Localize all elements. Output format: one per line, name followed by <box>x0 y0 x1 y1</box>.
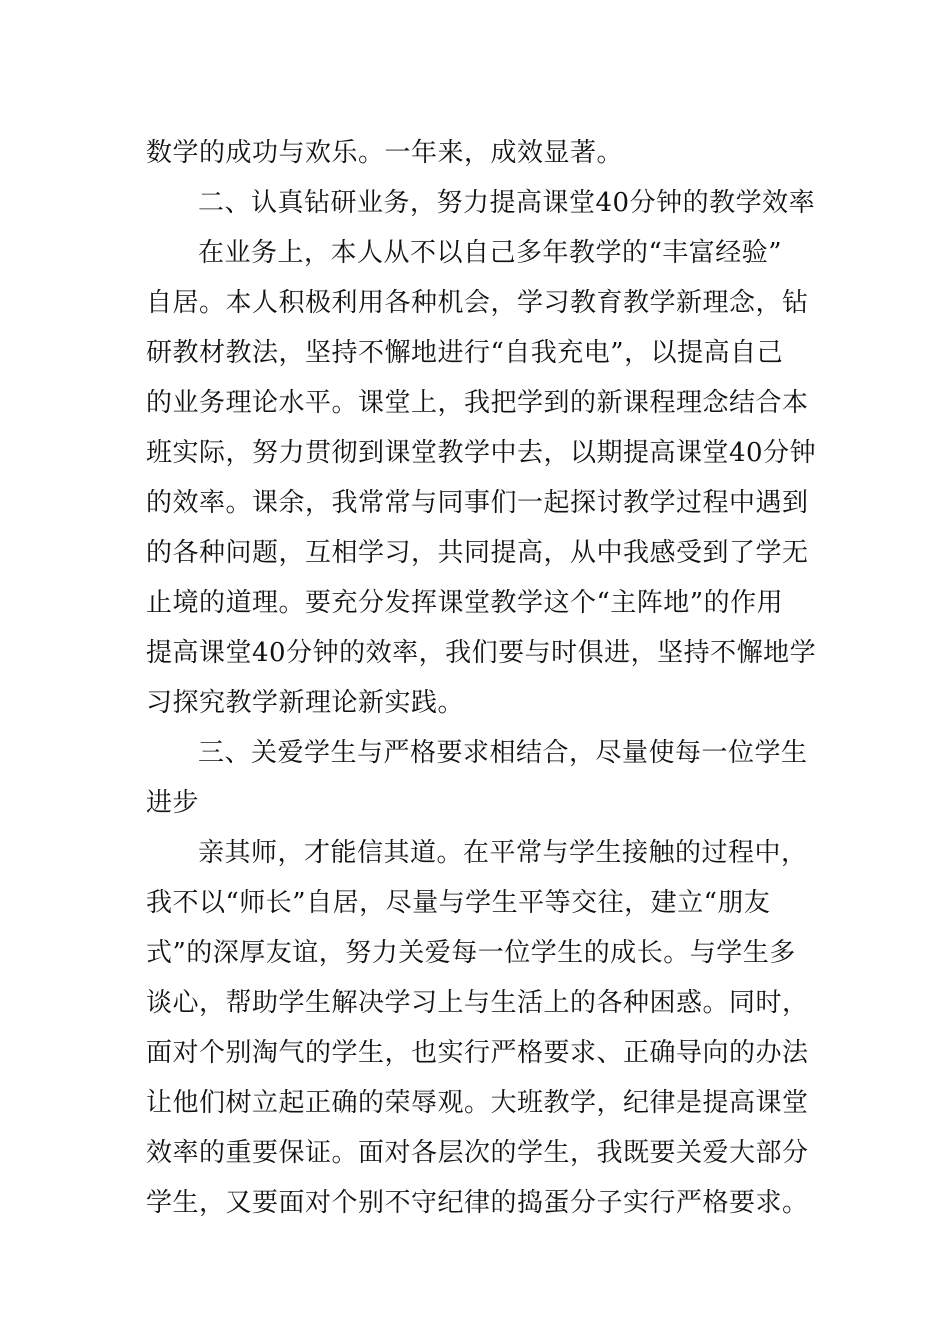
text-line: 班实际，努力贯彻到课堂教学中去，以期提高课堂40分钟 <box>146 438 817 468</box>
section-heading-2: 二、认真钻研业务，努力提高课堂40分钟的教学效率 <box>198 188 816 218</box>
text-line: 提高课堂40分钟的效率，我们要与时俱进，坚持不懈地学 <box>146 638 817 668</box>
section-heading-3: 三、关爱学生与严格要求相结合，尽量使每一位学生 <box>198 738 808 768</box>
text-line: 让他们树立起正确的荣辱观。大班教学，纪律是提高课堂 <box>146 1088 809 1118</box>
text-line: 的业务理论水平。课堂上，我把学到的新课程理念结合本 <box>146 388 809 418</box>
text-line: 学生，又要面对个别不守纪律的捣蛋分子实行严格要求。 <box>146 1188 809 1218</box>
text-line: 止境的道理。要充分发挥课堂教学这个“主阵地”的作用 <box>146 588 784 618</box>
text-line: 习探究教学新理论新实践。 <box>146 688 465 718</box>
text-line: 效率的重要保证。面对各层次的学生，我既要关爱大部分 <box>146 1138 809 1168</box>
text-line: 亲其师，才能信其道。在平常与学生接触的过程中， <box>198 838 808 868</box>
text-line: 式”的深厚友谊，努力关爱每一位学生的成长。与学生多 <box>146 938 796 968</box>
text-line: 在业务上，本人从不以自己多年教学的“丰富经验” <box>198 238 783 268</box>
text-line: 研教材教法，坚持不懈地进行“自我充电”，以提高自己 <box>146 338 784 368</box>
text-line: 我不以“师长”自居，尽量与学生平等交往，建立“朋友 <box>146 888 771 918</box>
text-line: 自居。本人积极利用各种机会，学习教育教学新理念，钻 <box>146 288 809 318</box>
text-line: 的效率。课余，我常常与同事们一起探讨教学过程中遇到 <box>146 488 809 518</box>
document-body <box>146 128 817 1228</box>
text-line: 数学的成功与欢乐。一年来，成效显著。 <box>146 138 624 168</box>
text-line: 的各种问题，互相学习，共同提高，从中我感受到了学无 <box>146 538 809 568</box>
text-line: 面对个别淘气的学生，也实行严格要求、正确导向的办法 <box>146 1038 809 1068</box>
section-heading-3-continued: 进步 <box>146 788 200 818</box>
text-line: 谈心，帮助学生解决学习上与生活上的各种困惑。同时， <box>146 988 809 1018</box>
